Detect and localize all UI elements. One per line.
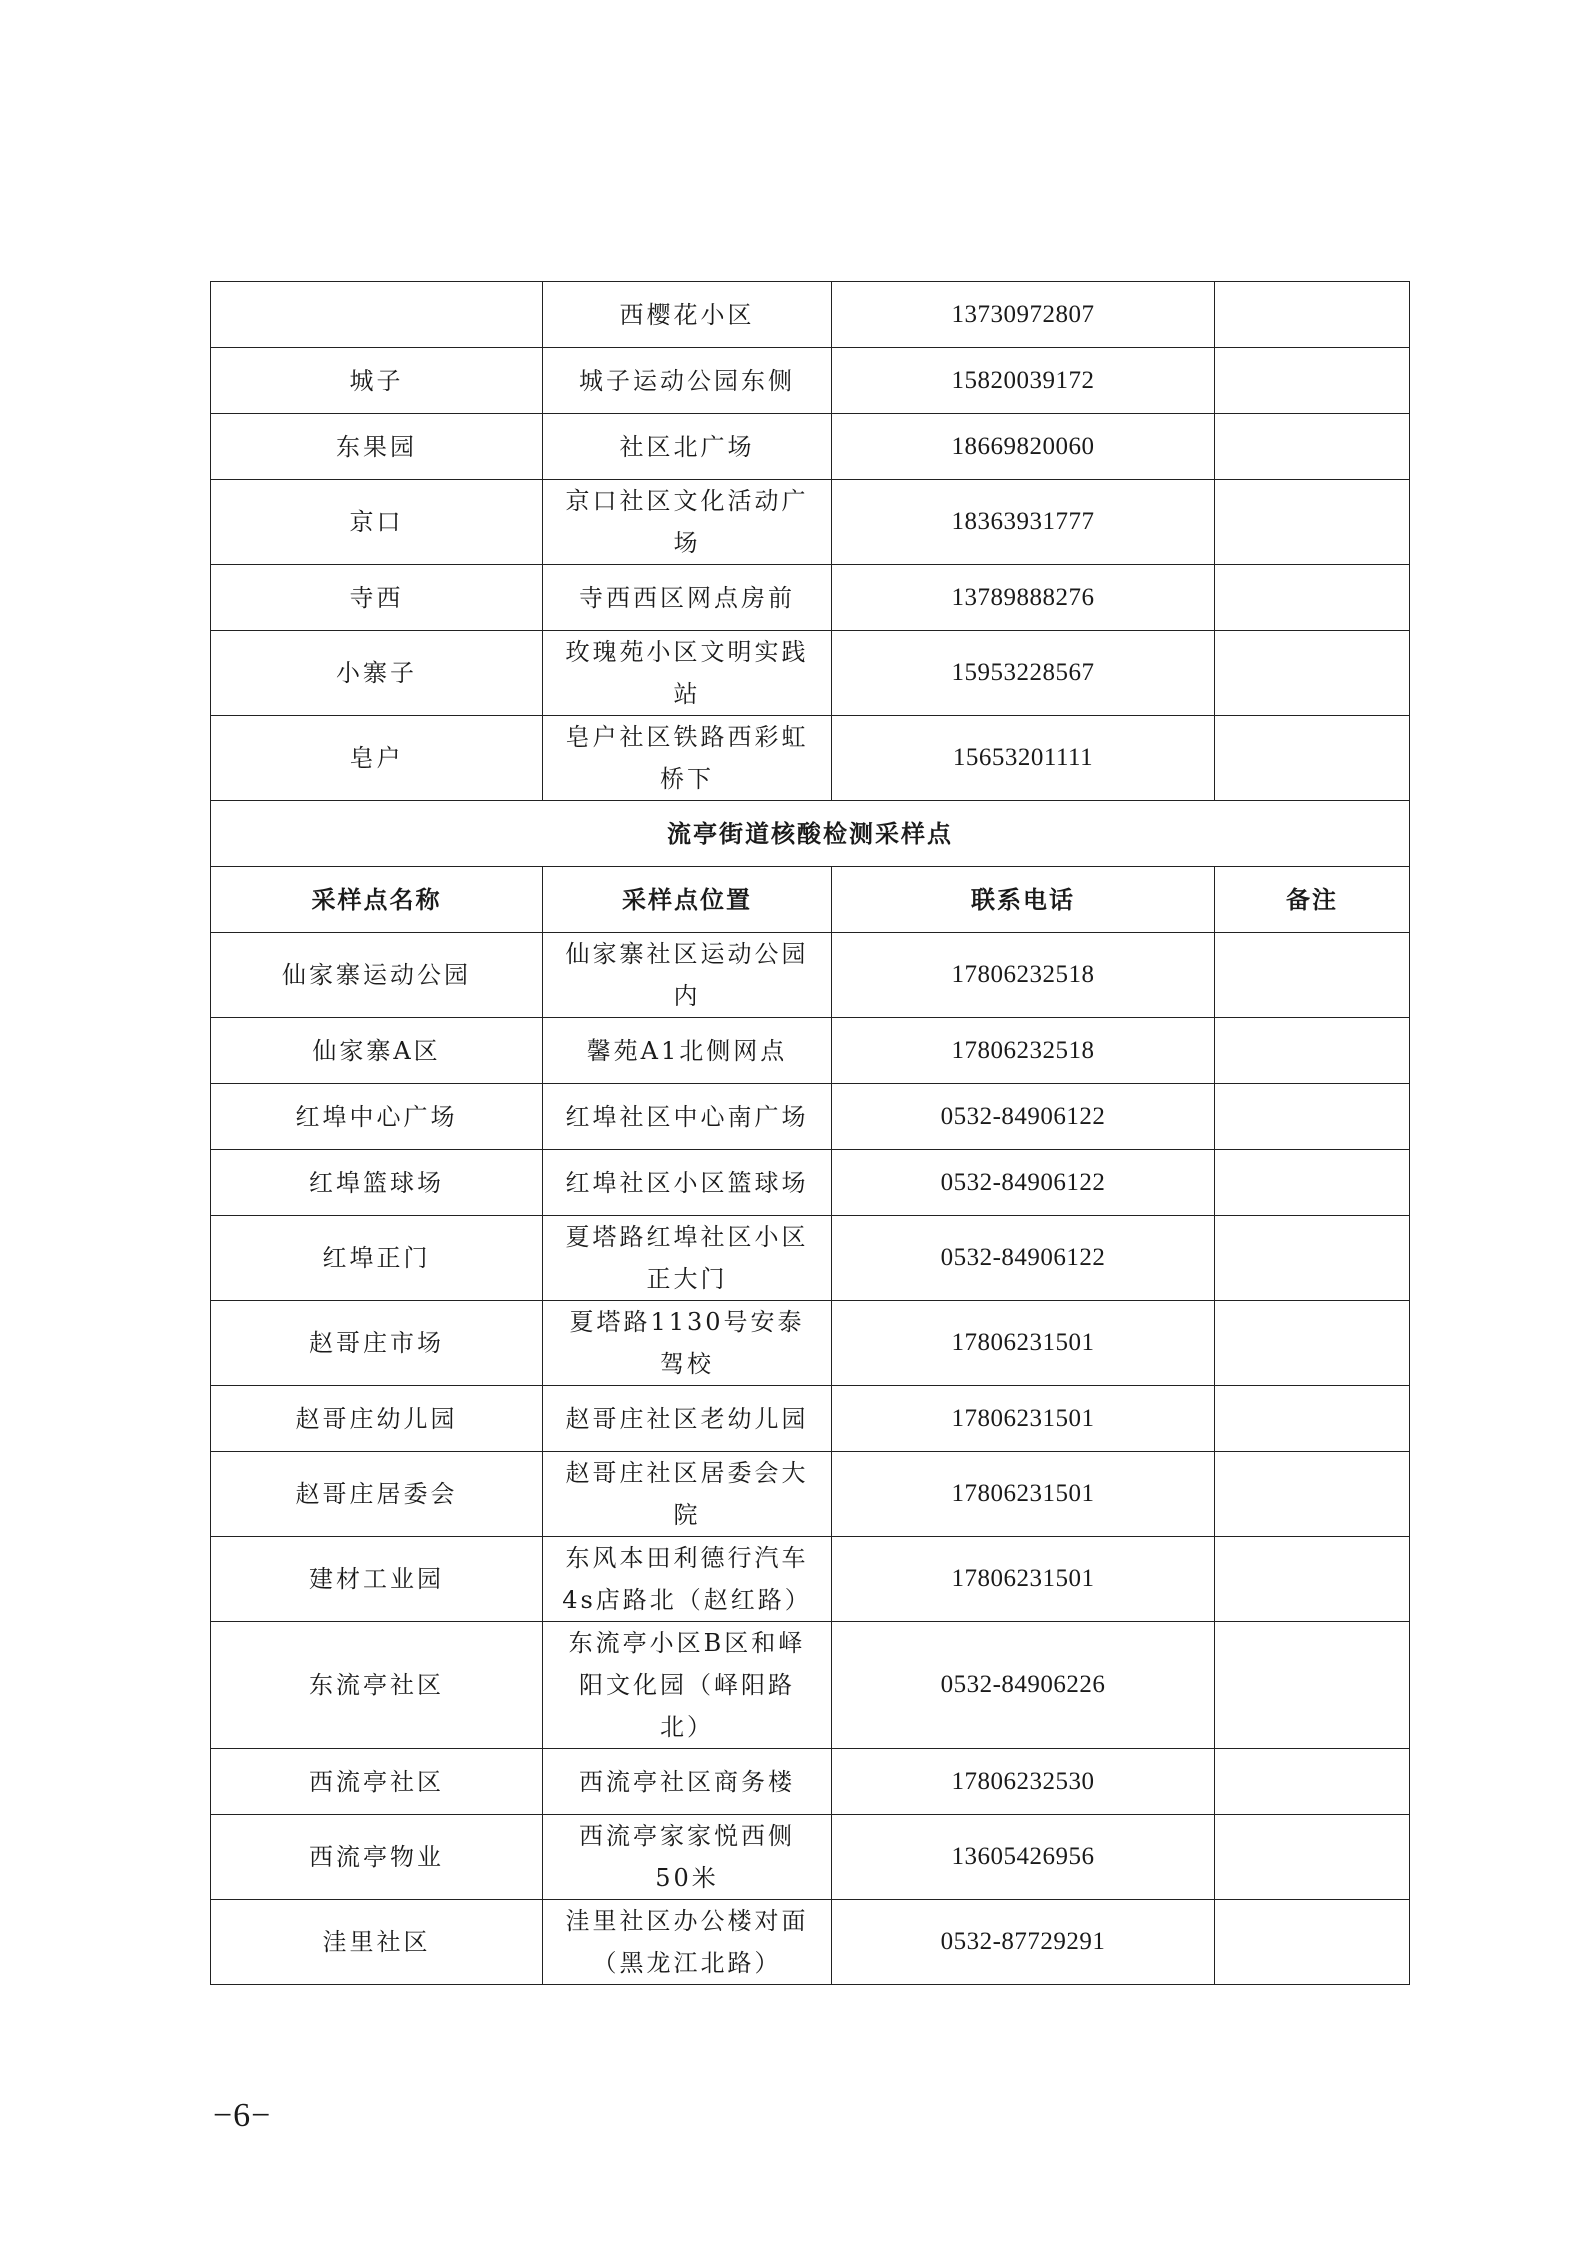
cell-name: 洼里社区 xyxy=(211,1900,543,1985)
table-row xyxy=(211,1537,1410,1622)
cell-name: 建材工业园 xyxy=(211,1537,543,1622)
table-row xyxy=(211,1386,1410,1452)
cell-phone: 0532-84906122 xyxy=(832,1216,1215,1301)
cell-phone: 17806232530 xyxy=(832,1749,1215,1815)
cell-note xyxy=(1215,716,1410,801)
table-row xyxy=(211,414,1410,480)
table-row xyxy=(211,1216,1410,1301)
main-rows-body xyxy=(211,933,1410,1985)
cell-note xyxy=(1215,1452,1410,1537)
top-rows-body xyxy=(211,282,1410,801)
cell-phone: 18363931777 xyxy=(832,480,1215,565)
cell-note xyxy=(1215,933,1410,1018)
cell-name: 仙家寨A区 xyxy=(211,1018,543,1084)
cell-phone: 15820039172 xyxy=(832,348,1215,414)
cell-name: 京口 xyxy=(211,480,543,565)
cell-location: 仙家寨社区运动公园内 xyxy=(543,933,832,1018)
cell-location: 红埠社区小区篮球场 xyxy=(543,1150,832,1216)
cell-phone: 17806232518 xyxy=(832,933,1215,1018)
table-row xyxy=(211,1749,1410,1815)
cell-note xyxy=(1215,1622,1410,1749)
cell-note xyxy=(1215,631,1410,716)
cell-name: 西流亭物业 xyxy=(211,1815,543,1900)
cell-phone: 17806232518 xyxy=(832,1018,1215,1084)
cell-location: 东流亭小区B区和峄阳文化园（峄阳路北） xyxy=(543,1622,832,1749)
cell-phone: 17806231501 xyxy=(832,1537,1215,1622)
cell-phone: 13605426956 xyxy=(832,1815,1215,1900)
cell-location: 京口社区文化活动广场 xyxy=(543,480,832,565)
cell-name: 红埠篮球场 xyxy=(211,1150,543,1216)
table-row xyxy=(211,1084,1410,1150)
cell-phone: 17806231501 xyxy=(832,1452,1215,1537)
cell-phone: 15953228567 xyxy=(832,631,1215,716)
column-header-name: 采样点名称 xyxy=(211,867,543,933)
page-number: −6− xyxy=(213,2097,272,2134)
cell-note xyxy=(1215,565,1410,631)
table-row xyxy=(211,1622,1410,1749)
cell-note xyxy=(1215,1084,1410,1150)
section-title-row xyxy=(211,801,1410,867)
cell-name: 小寨子 xyxy=(211,631,543,716)
cell-phone: 13789888276 xyxy=(832,565,1215,631)
cell-location: 洼里社区办公楼对面（黑龙江北路） xyxy=(543,1900,832,1985)
header-row xyxy=(211,867,1410,933)
cell-phone: 18669820060 xyxy=(832,414,1215,480)
cell-name: 赵哥庄幼儿园 xyxy=(211,1386,543,1452)
cell-note xyxy=(1215,1537,1410,1622)
cell-location: 社区北广场 xyxy=(543,414,832,480)
cell-location: 赵哥庄社区老幼儿园 xyxy=(543,1386,832,1452)
cell-note xyxy=(1215,480,1410,565)
table-row xyxy=(211,480,1410,565)
table-row xyxy=(211,1815,1410,1900)
cell-location: 城子运动公园东侧 xyxy=(543,348,832,414)
cell-note xyxy=(1215,1018,1410,1084)
column-header-location: 采样点位置 xyxy=(543,867,832,933)
cell-phone: 17806231501 xyxy=(832,1301,1215,1386)
cell-name: 城子 xyxy=(211,348,543,414)
cell-location: 馨苑A1北侧网点 xyxy=(543,1018,832,1084)
table-row xyxy=(211,933,1410,1018)
cell-name: 红埠正门 xyxy=(211,1216,543,1301)
cell-location: 皂户社区铁路西彩虹桥下 xyxy=(543,716,832,801)
cell-note xyxy=(1215,1900,1410,1985)
table-row xyxy=(211,348,1410,414)
table-row xyxy=(211,1452,1410,1537)
cell-name: 西流亭社区 xyxy=(211,1749,543,1815)
cell-phone: 0532-84906226 xyxy=(832,1622,1215,1749)
cell-phone: 0532-87729291 xyxy=(832,1900,1215,1985)
cell-phone: 0532-84906122 xyxy=(832,1084,1215,1150)
cell-name: 东果园 xyxy=(211,414,543,480)
cell-location: 夏塔路1130号安泰驾校 xyxy=(543,1301,832,1386)
cell-note xyxy=(1215,1301,1410,1386)
table-row xyxy=(211,1301,1410,1386)
cell-name: 寺西 xyxy=(211,565,543,631)
section-body xyxy=(211,801,1410,933)
cell-name: 皂户 xyxy=(211,716,543,801)
cell-phone: 0532-84906122 xyxy=(832,1150,1215,1216)
cell-note xyxy=(1215,1749,1410,1815)
table-row xyxy=(211,631,1410,716)
table-row xyxy=(211,1150,1410,1216)
cell-name: 红埠中心广场 xyxy=(211,1084,543,1150)
table-row xyxy=(211,716,1410,801)
cell-location: 西流亭家家悦西侧50米 xyxy=(543,1815,832,1900)
cell-note xyxy=(1215,1150,1410,1216)
cell-name: 赵哥庄居委会 xyxy=(211,1452,543,1537)
cell-note xyxy=(1215,348,1410,414)
table-row xyxy=(211,1900,1410,1985)
table-row xyxy=(211,565,1410,631)
cell-location: 赵哥庄社区居委会大院 xyxy=(543,1452,832,1537)
cell-note xyxy=(1215,1815,1410,1900)
cell-location: 西樱花小区 xyxy=(543,282,832,348)
cell-name: 仙家寨运动公园 xyxy=(211,933,543,1018)
cell-note xyxy=(1215,282,1410,348)
column-header-note: 备注 xyxy=(1215,867,1410,933)
cell-location: 玫瑰苑小区文明实践站 xyxy=(543,631,832,716)
table-row xyxy=(211,1018,1410,1084)
cell-name: 东流亭社区 xyxy=(211,1622,543,1749)
cell-location: 夏塔路红埠社区小区正大门 xyxy=(543,1216,832,1301)
cell-location: 寺西西区网点房前 xyxy=(543,565,832,631)
sampling-points-table xyxy=(210,281,1410,1985)
section-title: 流亭街道核酸检测采样点 xyxy=(211,801,1410,867)
column-header-phone: 联系电话 xyxy=(832,867,1215,933)
cell-note xyxy=(1215,1216,1410,1301)
cell-phone: 13730972807 xyxy=(832,282,1215,348)
cell-location: 东风本田利德行汽车4s店路北（赵红路） xyxy=(543,1537,832,1622)
cell-note xyxy=(1215,414,1410,480)
cell-phone: 17806231501 xyxy=(832,1386,1215,1452)
table-row xyxy=(211,282,1410,348)
cell-name xyxy=(211,282,543,348)
cell-phone: 15653201111 xyxy=(832,716,1215,801)
cell-note xyxy=(1215,1386,1410,1452)
cell-location: 红埠社区中心南广场 xyxy=(543,1084,832,1150)
cell-name: 赵哥庄市场 xyxy=(211,1301,543,1386)
cell-location: 西流亭社区商务楼 xyxy=(543,1749,832,1815)
